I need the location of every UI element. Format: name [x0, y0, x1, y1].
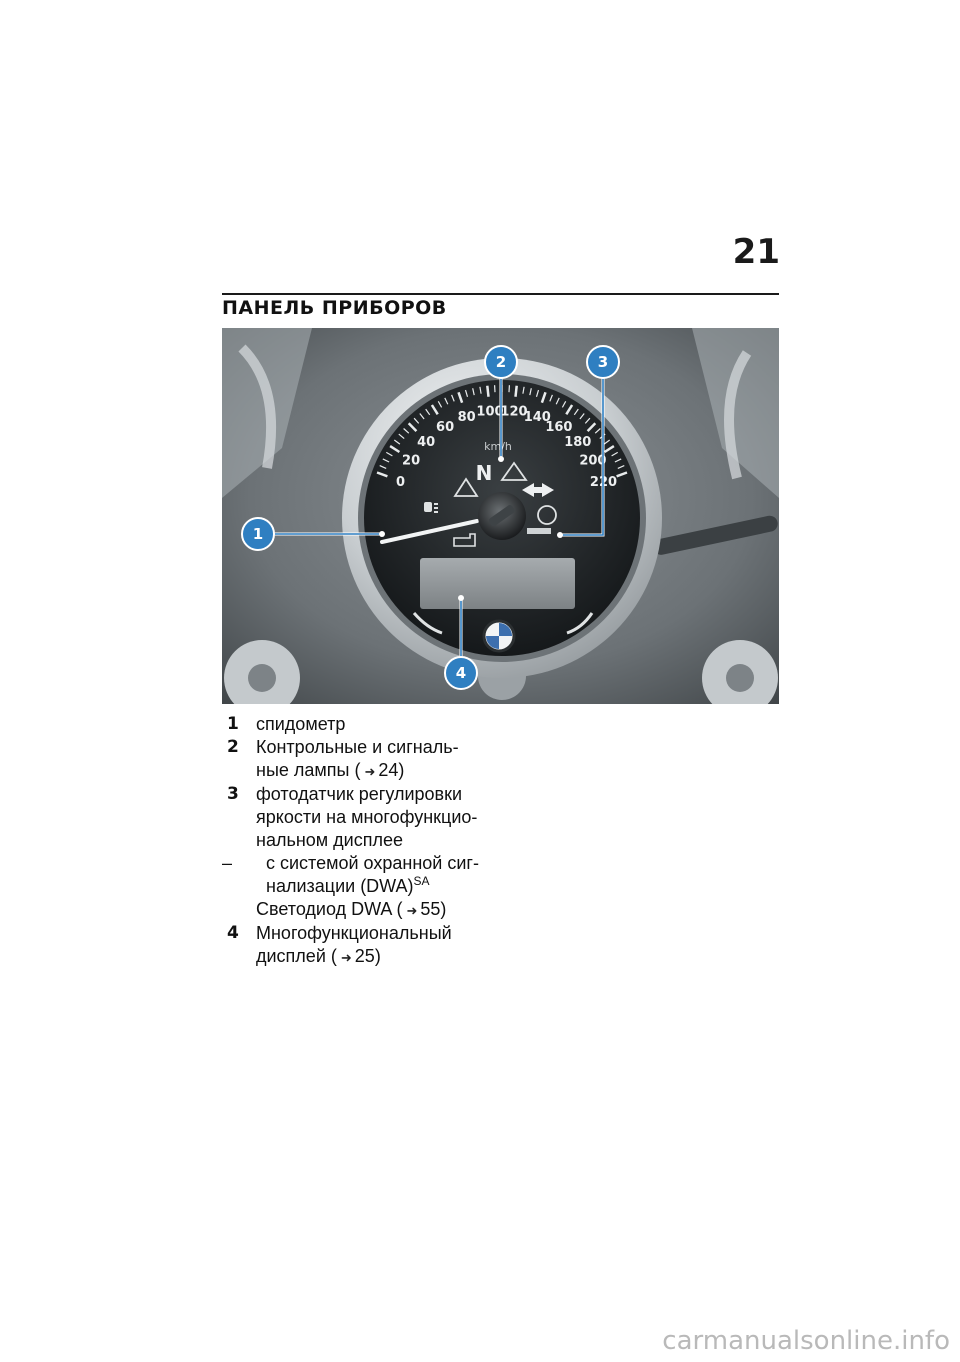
- speed-label: 80: [457, 409, 476, 425]
- multifunction-display: [420, 558, 575, 609]
- legend-number: 3: [227, 784, 239, 804]
- headlight-icon: [424, 502, 438, 513]
- scale-tick: [516, 386, 517, 397]
- speed-label: 0: [395, 475, 406, 491]
- legend-subtext-2: [256, 875, 512, 898]
- legend: [222, 713, 512, 969]
- legend-text: ные лампы: [256, 760, 350, 780]
- legend-text: яркости на многофункцио-: [256, 807, 478, 827]
- page-ref[interactable]: 55): [420, 899, 447, 919]
- scale-tick: [487, 386, 488, 397]
- legend-subitem: [222, 852, 512, 898]
- page-number: 21: [732, 232, 780, 272]
- legend-text: Контрольные и сигналь-: [256, 737, 459, 757]
- callout-1-label: 1: [252, 525, 264, 543]
- callout-2-label: 2: [495, 353, 507, 371]
- dash: –: [222, 853, 233, 873]
- page-ref-arrow-icon: ➜: [340, 950, 352, 965]
- legend-subtext: нализации (DWA): [266, 876, 414, 896]
- legend-extra: [222, 898, 512, 922]
- unit-label: km/h: [484, 440, 512, 453]
- speed-label: 40: [417, 435, 436, 450]
- speed-label: 160: [545, 420, 573, 436]
- speed-label: 60: [436, 420, 455, 436]
- callout-3-label: 3: [597, 353, 609, 371]
- watermark: carmanualsonline.info: [662, 1326, 950, 1356]
- legend-text: Многофункциональный: [256, 923, 452, 943]
- speed-label: 20: [402, 453, 421, 469]
- legend-item-3: [222, 783, 512, 852]
- gear-indicator: N: [475, 461, 493, 485]
- legend-number: 2: [227, 737, 239, 757]
- speed-label: 100: [476, 404, 504, 420]
- speed-label: 180: [564, 435, 592, 450]
- page-ref-open: (: [330, 946, 337, 966]
- legend-text: спидометр: [256, 714, 346, 734]
- legend-text: Светодиод DWA: [256, 899, 392, 919]
- page-ref-open: (: [354, 760, 361, 780]
- page-ref-arrow-icon: ➜: [364, 764, 376, 779]
- page-ref-arrow-icon: ➜: [406, 903, 418, 918]
- legend-text: дисплей: [256, 946, 326, 966]
- legend-subtext: с системой охранной сиг-: [266, 853, 479, 873]
- sa-superscript: SA: [413, 874, 430, 888]
- section-title: ПАНЕЛЬ ПРИБОРОВ: [222, 297, 447, 319]
- legend-number: 1: [227, 714, 239, 734]
- legend-item-1: [222, 713, 512, 736]
- speed-label: 220: [589, 475, 618, 491]
- page-ref[interactable]: 24): [378, 760, 405, 780]
- callout-4-label: 4: [455, 664, 467, 682]
- legend-text: фотодатчик регулировки: [256, 784, 463, 804]
- header-rule: [222, 293, 779, 295]
- instrument-panel-photo: [222, 328, 779, 704]
- brightness-sensor: [527, 528, 551, 534]
- speed-label: 140: [523, 409, 551, 425]
- legend-text: нальном дисплее: [256, 830, 403, 850]
- legend-item-2: [222, 736, 512, 783]
- legend-item-4: [222, 922, 512, 969]
- page-ref[interactable]: 25): [354, 946, 381, 966]
- speed-label: 120: [500, 404, 528, 420]
- page-ref-open: (: [396, 899, 403, 919]
- legend-number: 4: [227, 923, 239, 943]
- speed-label: 200: [579, 453, 607, 469]
